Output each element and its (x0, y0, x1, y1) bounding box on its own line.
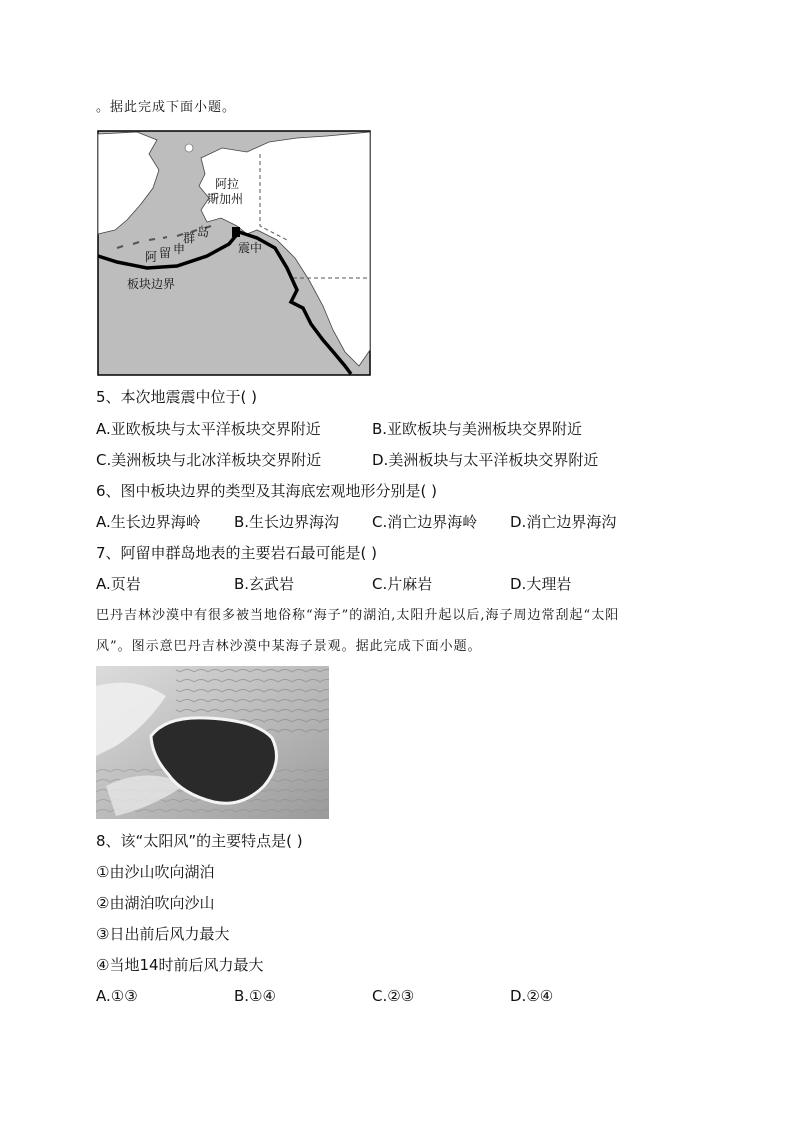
map-label-alaska-1: 阿拉 (215, 177, 240, 191)
alaska-map-figure (97, 130, 371, 376)
map-label-alaska-2: 斯加州 (207, 192, 244, 206)
desert-lake-photo (96, 666, 329, 819)
q6-option-c: C.消亡边界海岭 (372, 513, 478, 531)
q6-stem: 6、图中板块边界的类型及其海底宏观地形分别是( ) (96, 482, 438, 500)
q5-option-c: C.美洲板块与北冰洋板块交界附近 (96, 451, 322, 469)
passage2-line1: 巴丹吉林沙漠中有很多被当地俗称“海子”的湖泊,太阳升起以后,海子周边常刮起“太阳 (96, 608, 620, 623)
q8-statement-4: ④当地14时前后风力最大 (96, 956, 264, 974)
map-label-aleutian-5: 岛 (197, 225, 210, 239)
q8-statement-2: ②由湖泊吹向沙山 (96, 894, 215, 912)
q8-option-d: D.②④ (510, 987, 554, 1005)
q5-stem: 5、本次地震震中位于( ) (96, 388, 258, 406)
q6-option-d: D.消亡边界海沟 (510, 513, 617, 531)
intro-tail: 。据此完成下面小题。 (96, 100, 237, 115)
map-label-aleutian-3: 申 (173, 242, 186, 256)
q5-option-d: D.美洲板块与太平洋板块交界附近 (372, 451, 599, 469)
q5-option-a: A.亚欧板块与太平洋板块交界附近 (96, 420, 321, 438)
q7-option-d: D.大理岩 (510, 575, 572, 593)
map-label-aleutian-2: 留 (159, 246, 172, 260)
q7-stem: 7、阿留申群岛地表的主要岩石最可能是( ) (96, 544, 378, 562)
q6-option-a: A.生长边界海岭 (96, 513, 201, 531)
q7-option-c: C.片麻岩 (372, 575, 433, 593)
map-label-boundary: 板块边界 (127, 277, 176, 291)
q8-statement-3: ③日出前后风力最大 (96, 925, 230, 943)
map-label-epicenter: 震中 (238, 241, 263, 255)
epicenter-marker (232, 227, 240, 237)
q8-stem: 8、该“太阳风”的主要特点是( ) (96, 832, 303, 850)
q8-option-c: C.②③ (372, 987, 415, 1005)
desert-lake-image (96, 666, 329, 819)
passage2-line2: 风”。图示意巴丹吉林沙漠中某海子景观。据此完成下面小题。 (96, 639, 482, 654)
map-label-aleutian-4: 群 (183, 231, 196, 245)
q8-statement-1: ①由沙山吹向湖泊 (96, 863, 215, 881)
q8-option-a: A.①③ (96, 987, 138, 1005)
q5-option-b: B.亚欧板块与美洲板块交界附近 (372, 420, 583, 438)
map-label-aleutian-1: 阿 (145, 250, 158, 264)
alaska-map (97, 130, 371, 376)
q8-option-b: B.①④ (234, 987, 276, 1005)
q6-option-b: B.生长边界海沟 (234, 513, 340, 531)
q7-option-a: A.页岩 (96, 575, 141, 593)
q7-option-b: B.玄武岩 (234, 575, 295, 593)
